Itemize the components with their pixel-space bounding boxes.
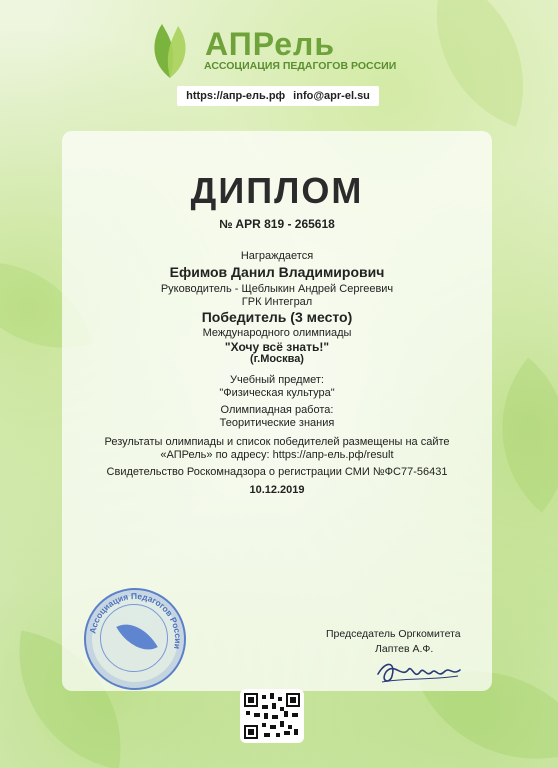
results-line-2: «АПРель» по адресу: https://апр-ель.рф/result <box>160 449 394 461</box>
qr-code-frame <box>240 689 304 743</box>
brand-leaf-icon <box>148 20 192 80</box>
diploma-number: № APR 819 - 265618 <box>219 217 335 231</box>
background-leaf-decoration <box>403 0 557 127</box>
issue-date: 10.12.2019 <box>249 484 305 496</box>
email-link[interactable]: info@apr-el.su <box>293 90 370 102</box>
diploma-title: ДИПЛОМ <box>190 170 364 211</box>
svg-text:Ассоциация Педагогов России: Ассоциация Педагогов России <box>87 590 184 650</box>
recipient-name: Ефимов Данил Владимирович <box>169 264 385 280</box>
subject-value: "Физическая культура" <box>219 387 335 399</box>
signatory-position: Председатель Оргкомитета <box>326 628 461 640</box>
organization: ГРК Интеграл <box>241 296 313 308</box>
website-link[interactable]: https://апр-ель.рф <box>186 90 286 102</box>
brand-name: АПРель <box>205 26 336 62</box>
work-label: Олимпиадная работа: <box>220 404 334 416</box>
signatory-name: Лаптев А.Ф. <box>375 643 434 655</box>
signature-image <box>372 652 464 692</box>
subject-label: Учебный предмет: <box>230 374 324 386</box>
olympiad-type: Международного олимпиады <box>202 327 352 339</box>
contact-bar <box>177 86 379 106</box>
olympiad-city: (г.Москва) <box>250 353 304 365</box>
results-line-1: Результаты олимпиады и список победителей размещены на сайте <box>104 436 450 448</box>
stamp-ring-text <box>86 590 184 688</box>
place-award: Победитель (3 место) <box>201 309 353 325</box>
awarded-label: Награждается <box>240 250 314 262</box>
registration-line: Свидетельство Роскомнадзора о регистрации СМИ №ФС77-56431 <box>106 466 448 478</box>
olympiad-name: "Хочу всё знать!" <box>224 340 330 354</box>
work-value: Теоритические знания <box>219 417 335 429</box>
organization-stamp <box>84 588 186 690</box>
brand-subtitle: АССОЦИАЦИЯ ПЕДАГОГОВ РОССИИ <box>204 60 397 72</box>
supervisor: Руководитель - Щеблыкин Андрей Сергеевич <box>160 283 394 295</box>
qr-code-icon[interactable] <box>244 693 300 739</box>
